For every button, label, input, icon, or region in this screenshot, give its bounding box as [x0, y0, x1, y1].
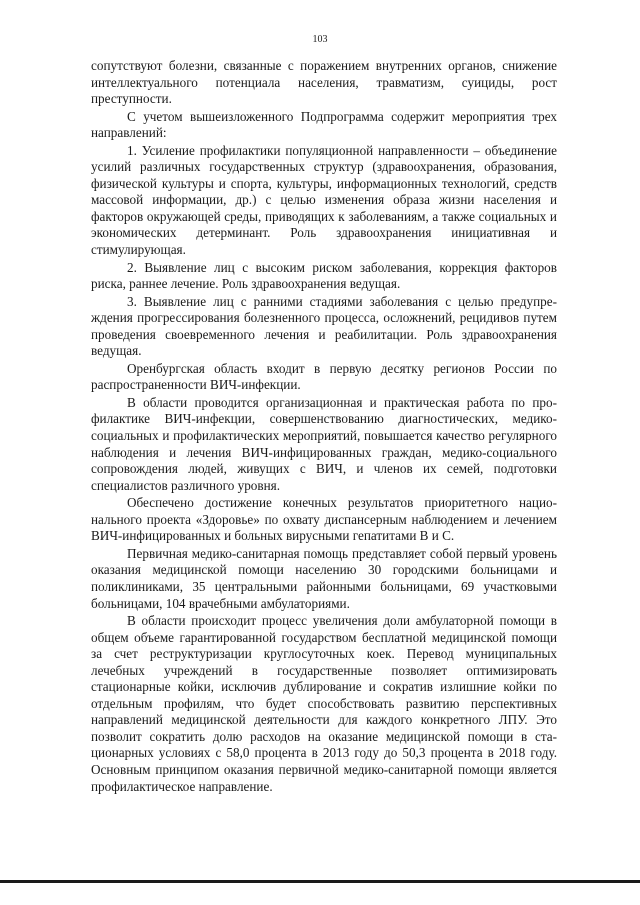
bottom-rule [0, 880, 640, 883]
paragraph-4: 2. Выявление лиц с высоким риском заболевания, коррекция факторов риска, раннее лечение. Роль здравоохранения ведущая. [91, 259, 557, 292]
paragraph-10: В области происходит процесс увеличения доли амбулаторной помощи в общем объеме гарантированной государством бесплатной медицинской помощи за счет реструктуризации круглосуточных коек. Перевод муниципальных лечебных учреждений в государственные позволяет оптимизировать стационарные койки, исключив дублирование и сократив излишние койки по отдельным профилям, что будет способствовать развитию перспективных направлений медицинской деятельности для каждого конкретного ЛПУ. Это позволит сократить долю расходов на оказание медицинской помощи в стационарных условиях с 58,0 процента в 2013 году до 50,3 процента в 2018 году. Основным принципом оказания первичной медико-санитарной помощи является профилактическое направление. [91, 613, 557, 794]
paragraph-3: 1. Усиление профилактики популяционной направленности – объединение усилий различных государственных структур (здравоохранения, образования, физической культуры и спорта, культуры, информационных технологий, средств массовой информации, др.) с целью изменения образа жизни населения и факторов окружающей среды, приводящих к заболеваниям, а также социальных и экономических детерминант. Роль здравоохранения инициативная и стимулирующая. [91, 142, 557, 258]
paragraph-8: Обеспечено достижение конечных результатов приоритетного национального проекта «Здоровье» по охвату диспансерным наблюдением и лечением ВИЧ-инфицированных и больных вирусными гепатитами В и С. [91, 495, 557, 544]
paragraph-5: 3. Выявление лиц с ранними стадиями заболевания с целью предупреждения прогрессирования болезненного процесса, осложнений, рецидивов путем проведения своевременного лечения и реабилитации. Роль здравоохранения ведущая. [91, 293, 557, 359]
page-number: 103 [312, 34, 328, 45]
paragraph-9: Первичная медико-санитарная помощь представляет собой первый уровень оказания медицинской помощи населению 30 городскими больницами и поликлиниками, 35 центральными районными больницами, 69 участковыми больницами, 104 врачебными амбулаториями. [91, 545, 557, 611]
paragraph-7: В области проводится организационная и практическая работа по профилактике ВИЧ-инфекции, совершенствованию диагностических, медико-социальных и профилактических мероприятий, повышается качество регулярного наблюдения и лечения ВИЧ-инфицированных граждан, медико-социального сопровождения людей, живущих с ВИЧ, и членов их семей, подготовки специалистов различного уровня. [91, 394, 557, 493]
paragraph-2: С учетом вышеизложенного Подпрограмма содержит мероприятия трех направлений: [91, 108, 557, 141]
paragraph-6: Оренбургская область входит в первую десятку регионов России по распространенности ВИЧ-инфекции. [91, 360, 557, 393]
paragraph-1: сопутствуют болезни, связанные с поражением внутренних органов, снижение интеллектуального потенциала населения, травматизм, суициды, рост преступности. [91, 58, 557, 107]
document-body [91, 58, 557, 796]
